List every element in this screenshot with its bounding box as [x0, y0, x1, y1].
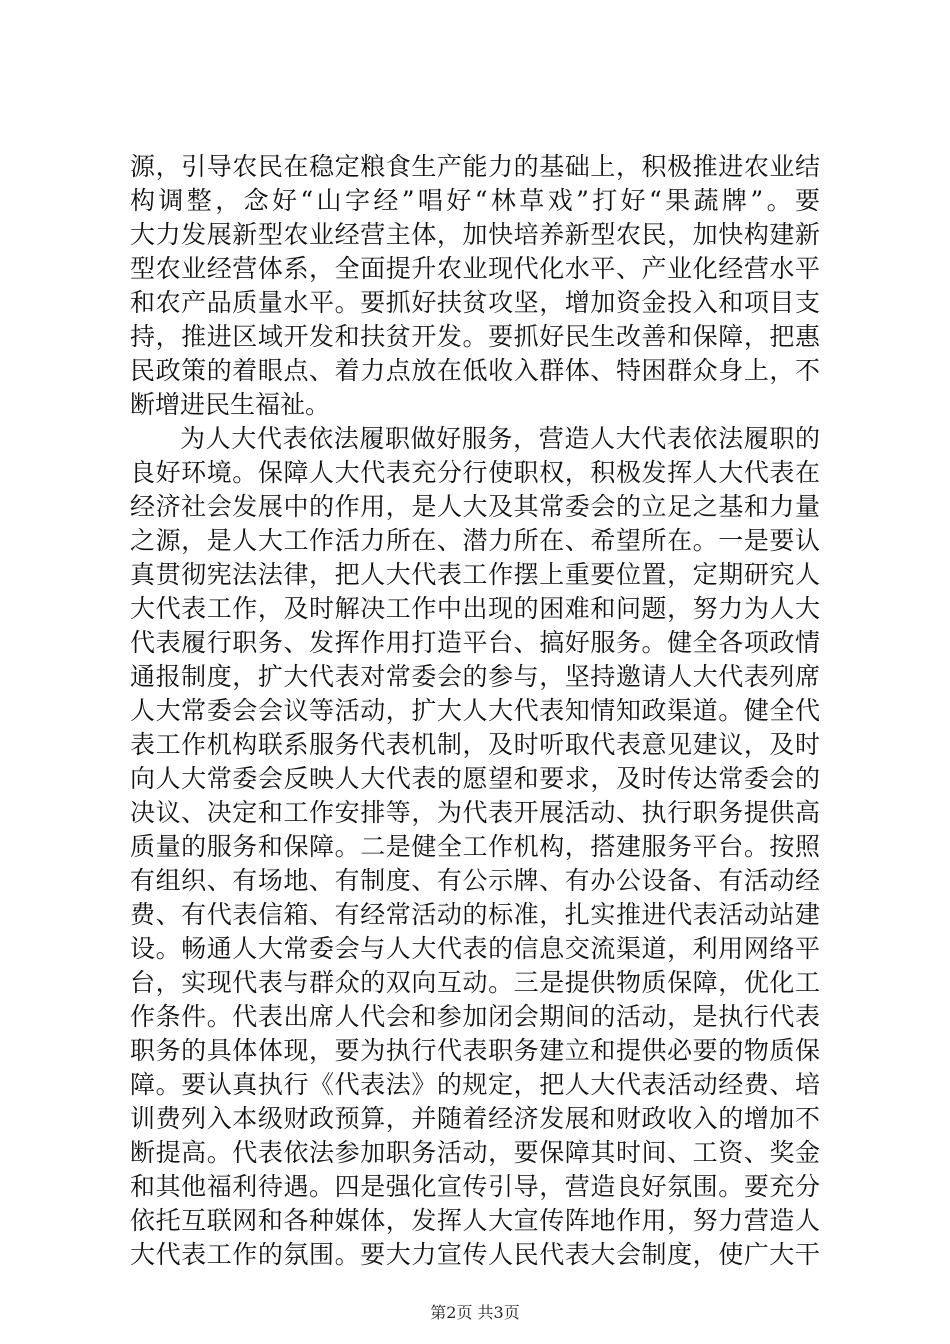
- text-line: 断提高。代表依法参加职务活动，要保障其时间、工资、奖金: [130, 1138, 820, 1167]
- text-line: 和其他福利待遇。四是强化宣传引导，营造良好氛围。要充分: [130, 1172, 820, 1201]
- text-line: 构调整，念好“山字经”唱好“林草戏”打好“果蔬牌”。要: [130, 186, 820, 215]
- paragraph-first-line: 为人大代表依法履职做好服务，营造人大代表依法履职的: [180, 424, 820, 453]
- text-line: 断增进民生福祉。: [130, 390, 331, 419]
- page-footer: [0, 1303, 950, 1323]
- text-line: 质量的服务和保障。二是健全工作机构，搭建服务平台。按照: [130, 832, 820, 861]
- text-line: 人大常委会会议等活动，扩大人大代表知情知政渠道。健全代: [130, 696, 820, 725]
- text-line: 之源，是人大工作活力所在、潜力所在、希望所在。一是要认: [130, 526, 820, 555]
- text-line: 大力发展新型农业经营主体，加快培养新型农民，加快构建新: [130, 220, 820, 249]
- text-line: 向人大常委会反映人大代表的愿望和要求，及时传达常委会的: [130, 764, 820, 793]
- text-line: 真贯彻宪法法律，把人大代表工作摆上重要位置，定期研究人: [130, 560, 820, 589]
- text-line: 台，实现代表与群众的双向互动。三是提供物质保障，优化工: [130, 968, 820, 997]
- text-line: 持，推进区域开发和扶贫开发。要抓好民生改善和保障，把惠: [130, 322, 820, 351]
- text-line: 障。要认真执行《代表法》的规定，把人大代表活动经费、培: [130, 1070, 820, 1099]
- text-line: 费、有代表信箱、有经常活动的标准，扎实推进代表活动站建: [130, 900, 820, 929]
- text-line: 大代表工作的氛围。要大力宣传人民代表大会制度，使广大干: [130, 1240, 820, 1269]
- body-text: [130, 150, 820, 1272]
- text-line: 设。畅通人大常委会与人大代表的信息交流渠道，利用网络平: [130, 934, 820, 963]
- text-line: 表工作机构联系服务代表机制，及时听取代表意见建议，及时: [130, 730, 820, 759]
- text-line: 经济社会发展中的作用，是人大及其常委会的立足之基和力量: [130, 492, 820, 521]
- text-line: 和农产品质量水平。要抓好扶贫攻坚，增加资金投入和项目支: [130, 288, 820, 317]
- text-line: 型农业经营体系，全面提升农业现代化水平、产业化经营水平: [130, 254, 820, 283]
- text-line: 大代表工作，及时解决工作中出现的困难和问题，努力为人大: [130, 594, 820, 623]
- text-line: 通报制度，扩大代表对常委会的参与，坚持邀请人大代表列席: [130, 662, 820, 691]
- text-line: 良好环境。保障人大代表充分行使职权，积极发挥人大代表在: [130, 458, 820, 487]
- text-line: 职务的具体体现，要为执行代表职务建立和提供必要的物质保: [130, 1036, 820, 1065]
- text-line: 有组织、有场地、有制度、有公示牌、有办公设备、有活动经: [130, 866, 820, 895]
- text-line: 代表履行职务、发挥作用打造平台、搞好服务。健全各项政情: [130, 628, 820, 657]
- text-line: 依托互联网和各种媒体，发挥人大宣传阵地作用，努力营造人: [130, 1206, 820, 1235]
- text-line: 训费列入本级财政预算，并随着经济发展和财政收入的增加不: [130, 1104, 820, 1133]
- text-line: 作条件。代表出席人代会和参加闭会期间的活动，是执行代表: [130, 1002, 820, 1031]
- text-line: 源，引导农民在稳定粮食生产能力的基础上，积极推进农业结: [130, 152, 820, 181]
- page-number-label: 第2页 共3页: [430, 1303, 520, 1322]
- text-line: 民政策的着眼点、着力点放在低收入群体、特困群众身上，不: [130, 356, 820, 385]
- text-line: 决议、决定和工作安排等，为代表开展活动、执行职务提供高: [130, 798, 820, 827]
